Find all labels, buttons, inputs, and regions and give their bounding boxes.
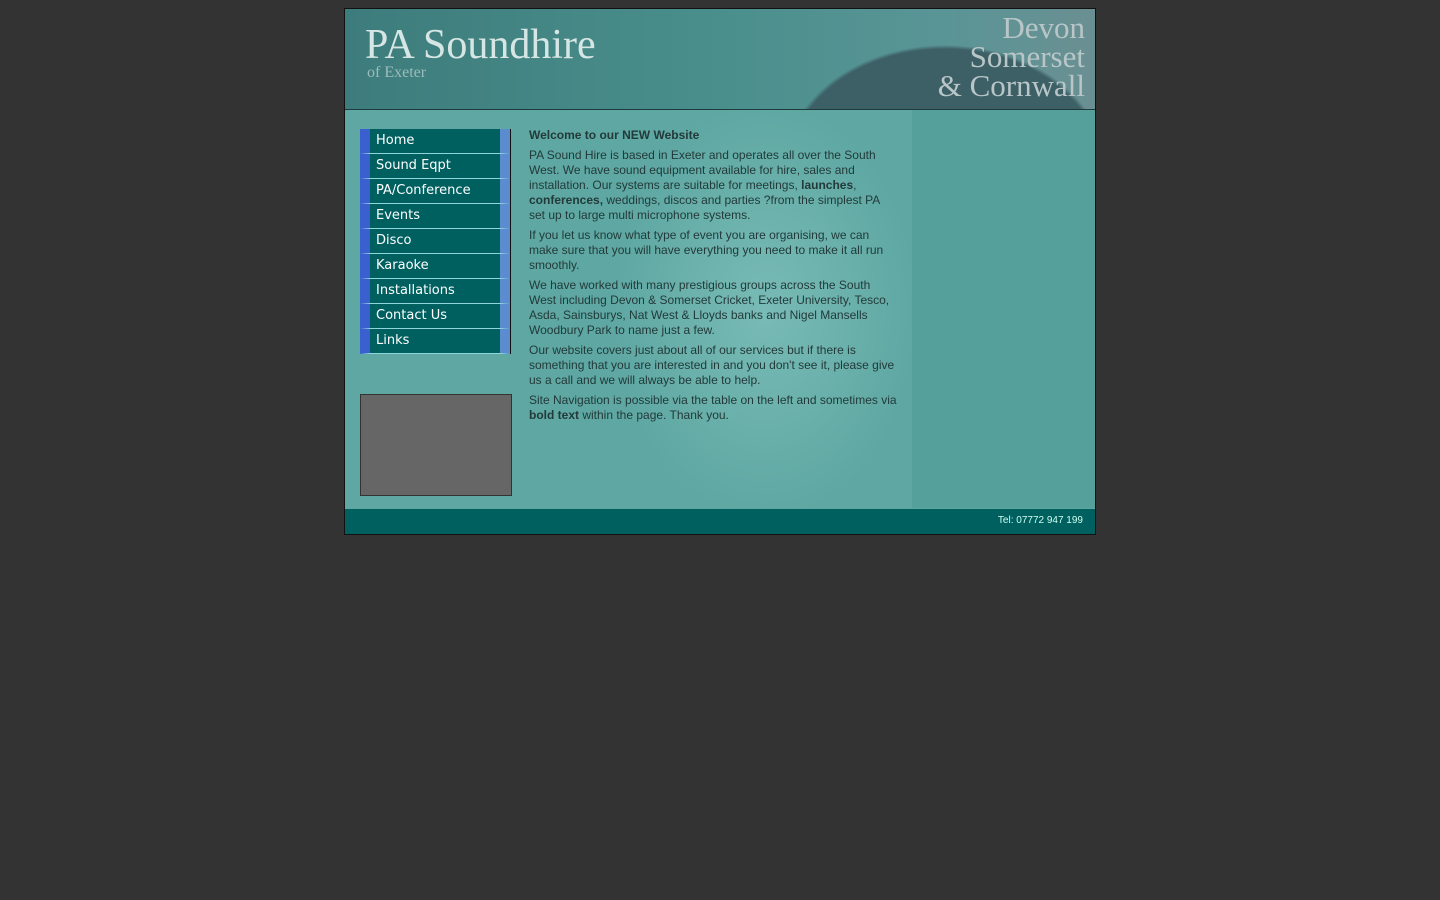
telephone: Tel: 07772 947 199	[997, 515, 1083, 526]
nav-menu	[360, 129, 510, 354]
content	[529, 128, 897, 428]
paragraph-clients: We have worked with many prestigious groups across the South West including Devon & Somerset Cricket, Exeter University, Tesco, Asda, Sainsburys, Nat West & Lloyds banks and Nigel Mansells Woodbury Park to name just a few.	[529, 278, 890, 337]
main-body	[345, 110, 1095, 508]
text: Site Navigation is possible via the table on the left and sometimes via	[529, 393, 897, 407]
image-placeholder	[360, 394, 512, 496]
header-banner	[345, 9, 1095, 110]
nav-events[interactable]: Events	[360, 204, 510, 229]
bold-text: conferences,	[529, 193, 604, 207]
paragraph-navigation	[529, 393, 897, 423]
page-container	[344, 8, 1096, 535]
nav-sound-eqpt[interactable]: Sound Eqpt	[360, 154, 510, 179]
bold-text: bold text	[529, 408, 579, 422]
welcome-heading: Welcome to our NEW Website	[529, 128, 700, 142]
nav-pa-conference[interactable]: PA/Conference	[360, 179, 510, 204]
nav-installations[interactable]: Installations	[360, 279, 510, 304]
paragraph-services: Our website covers just about all of our services but if there is something that you are interested in and you don't see it, please give us a call and we will always be able to help.	[529, 343, 895, 387]
site-subtitle: of Exeter	[367, 64, 427, 81]
nav-home[interactable]: Home	[360, 129, 510, 154]
text: PA Sound Hire is based in Exeter and operates all over the South West. We have sound equipment available for hire, sales and installation. Our systems are suitable for meetings,	[529, 148, 876, 192]
nav-links[interactable]: Links	[360, 329, 510, 354]
right-panel	[912, 110, 1095, 508]
text: ,	[853, 178, 857, 192]
paragraph-intro	[529, 148, 897, 223]
region-devon: Devon	[1002, 10, 1085, 45]
footer	[345, 509, 1095, 534]
nav-karaoke[interactable]: Karaoke	[360, 254, 510, 279]
text: weddings, discos and parties ?from the simplest PA set up to large multi microphone systems.	[529, 193, 880, 222]
region-cornwall: & Cornwall	[937, 68, 1085, 103]
nav-contact-us[interactable]: Contact Us	[360, 304, 510, 329]
bold-text: launches	[801, 178, 854, 192]
regions	[937, 10, 1085, 103]
text: within the page. Thank you.	[579, 408, 729, 422]
region-somerset: Somerset	[969, 39, 1085, 74]
site-title: PA Soundhire	[365, 22, 596, 68]
nav-disco[interactable]: Disco	[360, 229, 510, 254]
paragraph-events: If you let us know what type of event you are organising, we can make sure that you will have everything you need to make it all run smoothly.	[529, 228, 884, 272]
